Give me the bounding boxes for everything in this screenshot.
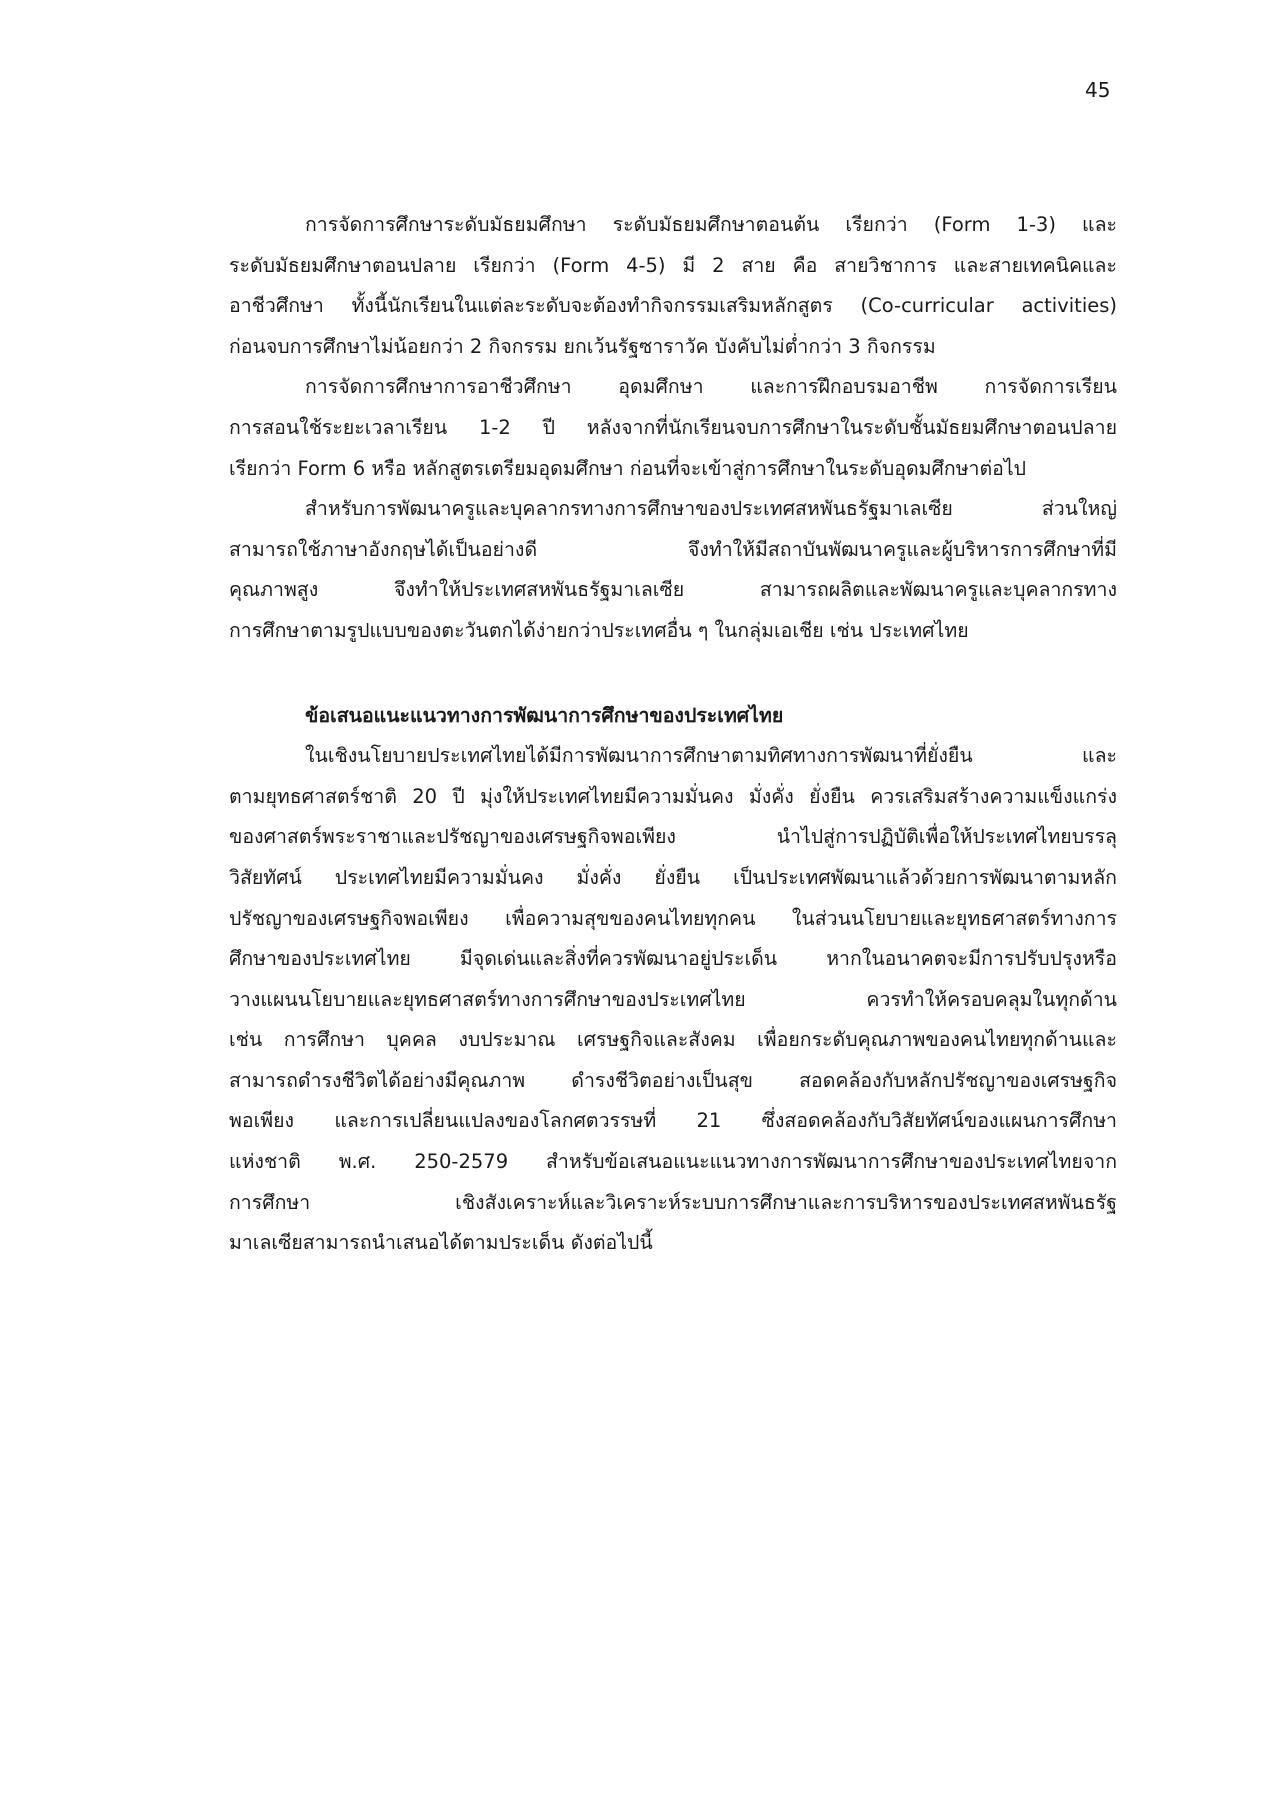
paragraph-line: แห่งชาติ พ.ศ. 250-2579 สำหรับข้อเสนอแนะแนวทางการพัฒนาการศึกษาของประเทศไทยจาก <box>229 1150 1117 1174</box>
paragraph-line: อาชีวศึกษา ทั้งนี้นักเรียนในแต่ละระดับจะต้องทำกิจกรรมเสริมหลักสูตร (Co-curricular activities) <box>229 294 1117 318</box>
paragraph-line: ระดับมัธยมศึกษาตอนปลาย เรียกว่า (Form 4-5) มี 2 สาย คือ สายวิชาการ และสายเทคนิคและ <box>229 253 1117 277</box>
paragraph-line: คุณภาพสูง จึงทำให้ประเทศสหพันธรัฐมาเลเซีย สามารถผลิตและพัฒนาครูและบุคลากรทาง <box>229 578 1117 602</box>
paragraph-line: การจัดการศึกษาการอาชีวศึกษา อุดมศึกษา และการฝึกอบรมอาชีพ การจัดการเรียน <box>305 375 1117 399</box>
paragraph-secondary-education <box>229 205 1117 367</box>
paragraph-line: พอเพียง และการเปลี่ยนแปลงของโลกศตวรรษที่ 21 ซึ่งสอดคล้องกับวิสัยทัศน์ของแผนการศึกษา <box>229 1109 1117 1133</box>
paragraph-vocational-education <box>229 367 1117 489</box>
paragraph-line: สามารถดำรงชีวิตได้อย่างมีคุณภาพ ดำรงชีวิตอย่างเป็นสุข สอดคล้องกับหลักปรัชญาของเศรษฐกิจ <box>229 1068 1117 1092</box>
paragraph-line: การจัดการศึกษาระดับมัธยมศึกษา ระดับมัธยมศึกษาตอนต้น เรียกว่า (Form 1-3) และ <box>305 213 1117 236</box>
paragraph-line: การสอนใช้ระยะเวลาเรียน 1-2 ปี หลังจากที่นักเรียนจบการศึกษาในระดับชั้นมัธยมศึกษาตอนปลาย <box>229 415 1117 439</box>
section-heading: ข้อเสนอแนะแนวทางการพัฒนาการศึกษาของประเทศไทย <box>305 703 784 727</box>
page-number: 45 <box>1085 78 1111 102</box>
paragraph-line: วางแผนนโยบายและยุทธศาสตร์ทางการศึกษาของประเทศไทย ควรทำให้ครอบคลุมในทุกด้าน <box>229 987 1117 1011</box>
paragraph-line: สำหรับการพัฒนาครูและบุคลากรทางการศึกษาของประเทศสหพันธรัฐมาเลเซีย ส่วนใหญ่ <box>305 497 1117 521</box>
paragraph-line: เช่น การศึกษา บุคคล งบประมาณ เศรษฐกิจและสังคม เพื่อยกระดับคุณภาพของคนไทยทุกด้านและ <box>229 1028 1117 1052</box>
paragraph-line: การศึกษาตามรูปแบบของตะวันตกได้ง่ายกว่าประเทศอื่น ๆ ในกลุ่มเอเชีย เช่น ประเทศไทย <box>229 618 969 642</box>
paragraph-line: การศึกษา เชิงสังเคราะห์และวิเคราะห์ระบบการศึกษาและการบริหารของประเทศสหพันธรัฐ <box>229 1190 1117 1214</box>
paragraph-line: ปรัชญาของเศรษฐกิจพอเพียง เพื่อความสุขของคนไทยทุกคน ในส่วนนโยบายและยุทธศาสตร์ทางการ <box>229 906 1117 930</box>
section-spacer <box>229 652 1117 696</box>
paragraph-line: ในเชิงนโยบายประเทศไทยได้มีการพัฒนาการศึกษาตามทิศทางการพัฒนาที่ยั่งยืน และ <box>305 744 1117 768</box>
paragraph-teacher-development <box>229 489 1117 651</box>
paragraph-line: ก่อนจบการศึกษาไม่น้อยกว่า 2 กิจกรรม ยกเว้นรัฐซาราวัค บังคับไม่ต่ำกว่า 3 กิจกรรม <box>229 334 936 358</box>
paragraph-line: ศึกษาของประเทศไทย มีจุดเด่นและสิ่งที่ควรพัฒนาอยู่ประเด็น หากในอนาคตจะมีการปรับปรุงหรือ <box>229 947 1117 971</box>
paragraph-line: สามารถใช้ภาษาอังกฤษได้เป็นอย่างดี จึงทำให้มีสถาบันพัฒนาครูและผู้บริหารการศึกษาที่มี <box>229 537 1117 561</box>
paragraph-line: เรียกว่า Form 6 หรือ หลักสูตรเตรียมอุดมศึกษา ก่อนที่จะเข้าสู่การศึกษาในระดับอุดมศึกษาต่อไป <box>229 456 1027 480</box>
document-body <box>229 205 1117 1264</box>
paragraph-line: มาเลเซียสามารถนำเสนอได้ตามประเด็น ดังต่อไปนี้ <box>229 1231 653 1255</box>
paragraph-recommendations <box>229 736 1117 1264</box>
paragraph-line: ของศาสตร์พระราชาและปรัชญาของเศรษฐกิจพอเพียง นำไปสู่การปฏิบัติเพื่อให้ประเทศไทยบรรลุ <box>229 825 1117 849</box>
paragraph-line: วิสัยทัศน์ ประเทศไทยมีความมั่นคง มั่งคั่ง ยั่งยืน เป็นประเทศพัฒนาแล้วด้วยการพัฒนาตามหลัก <box>229 865 1117 889</box>
paragraph-line: ตามยุทธศาสตร์ชาติ 20 ปี มุ่งให้ประเทศไทยมีความมั่นคง มั่งคั่ง ยั่งยืน ควรเสริมสร้างความแข็งแกร่ง <box>229 784 1117 808</box>
